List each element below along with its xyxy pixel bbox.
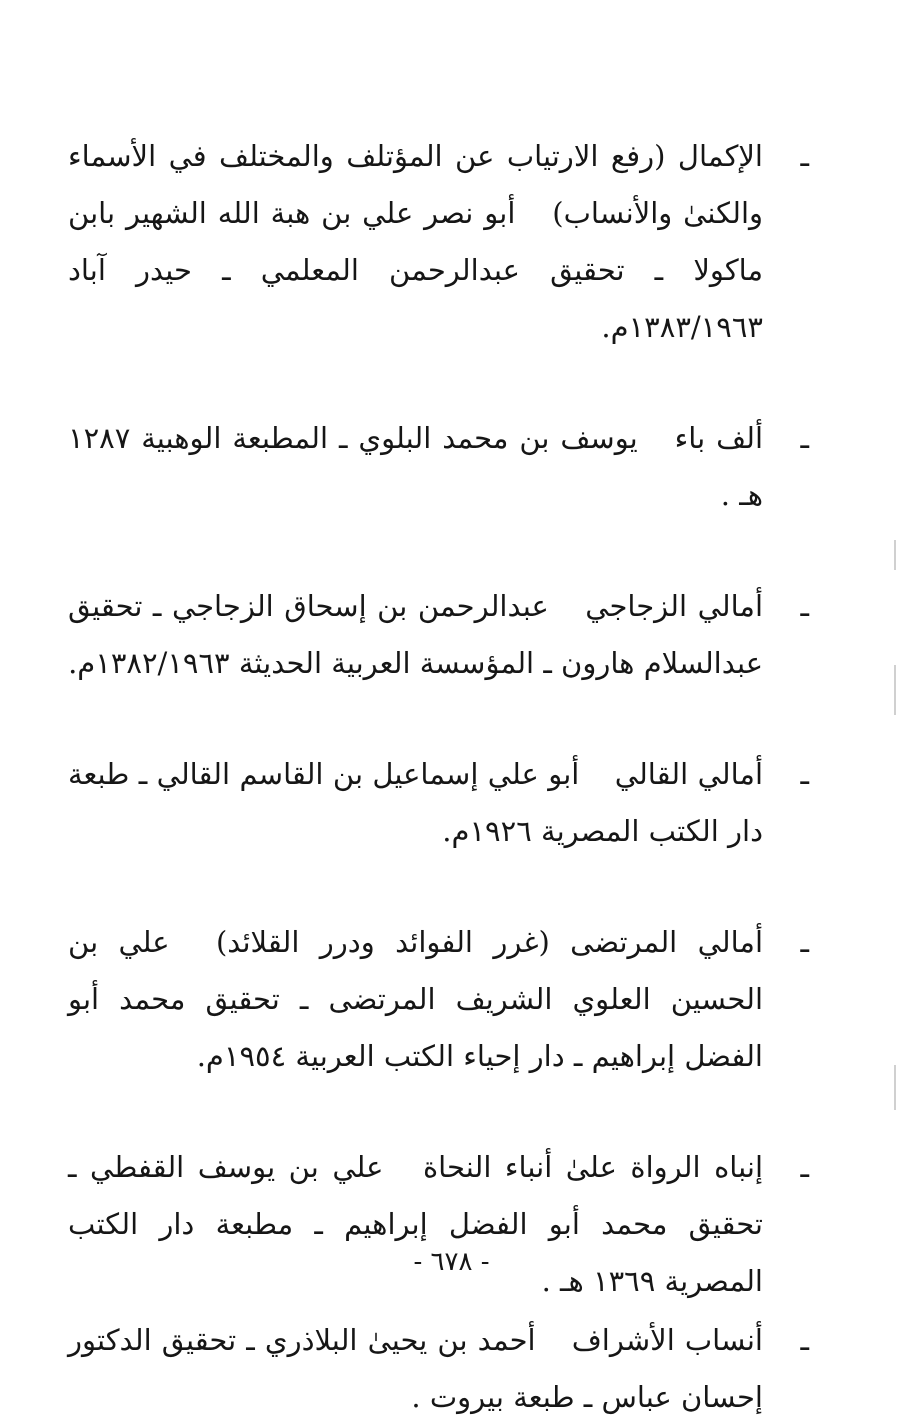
page-number: - ٦٧٨ - [413,1247,490,1277]
entry-author: علي بن الحسين العلوي الشريف المرتضى [68,925,764,1016]
entry-details: ـ المطبعة الوهبية ١٢٨٧ هـ . [68,421,763,512]
entry-dash: ـ [800,1323,809,1357]
entry-dash: ـ [800,757,809,791]
entry-details: ـ تحقيق محمد أبو الفضل إبراهيم ـ مطبعة دار الكتب المصرية ١٣٦٩ هـ . [68,1150,763,1298]
entry-details: ـ تحقيق عبدالسلام هارون ـ المؤسسة العربية الحديثة ١٣٨٢/١٩٦٣م. [68,589,763,680]
entry-title: إنباه الرواة علىٰ أنباء النحاة [422,1150,764,1184]
bibliography-entry [68,578,809,692]
entry-title: الإكمال (رفع الارتياب عن المؤتلف والمختلف في الأسماء والكنىٰ والأنساب) [68,139,764,230]
bibliography-entry [68,1312,809,1426]
margin-mark [894,1065,896,1110]
entry-author: يوسف بن محمد البلوي [358,421,638,455]
entry-dash: ـ [800,589,809,623]
entry-author: أبو نصر علي بن هبة الله الشهير بابن ماكولا [68,196,764,287]
entry-title: أمالي القالي [614,757,764,791]
entry-author: أبو علي إسماعيل بن القاسم القالي [156,757,580,791]
entry-details: ـ تحقيق عبدالرحمن المعلمي ـ حيدر آباد ١٣٨٣/١٩٦٣م. [68,253,763,344]
entry-title: ألف باء [674,421,764,455]
bibliography-entry [68,128,809,356]
bibliography-entry [68,746,809,860]
entry-dash: ـ [800,925,809,959]
entry-title: أمالي الزجاجي [585,589,764,623]
margin-mark [894,540,896,570]
entry-dash: ـ [800,1150,809,1184]
entry-title: أنساب الأشراف [571,1323,763,1357]
entry-author: علي بن يوسف القفطي [90,1150,384,1184]
entry-dash: ـ [800,421,809,455]
entry-details: ـ تحقيق محمد أبو الفضل إبراهيم ـ دار إحياء الكتب العربية ١٩٥٤م. [68,982,763,1073]
margin-mark [894,665,896,715]
entry-author: عبدالرحمن بن إسحاق الزجاجي [171,589,549,623]
entry-details: ـ طبعة دار الكتب المصرية ١٩٢٦م. [68,757,763,848]
bibliography-entry [68,410,809,524]
entry-title: أمالي المرتضى (غرر الفوائد ودرر القلائد) [215,925,764,959]
bibliography-entry [68,914,809,1085]
bibliography-entry [68,1139,809,1310]
bibliography-list [68,128,809,1426]
entry-dash: ـ [800,139,809,173]
entry-details: ـ تحقيق الدكتور إحسان عباس ـ طبعة بيروت . [68,1323,763,1414]
entry-author: أحمد بن يحيىٰ البلاذري [264,1323,536,1357]
